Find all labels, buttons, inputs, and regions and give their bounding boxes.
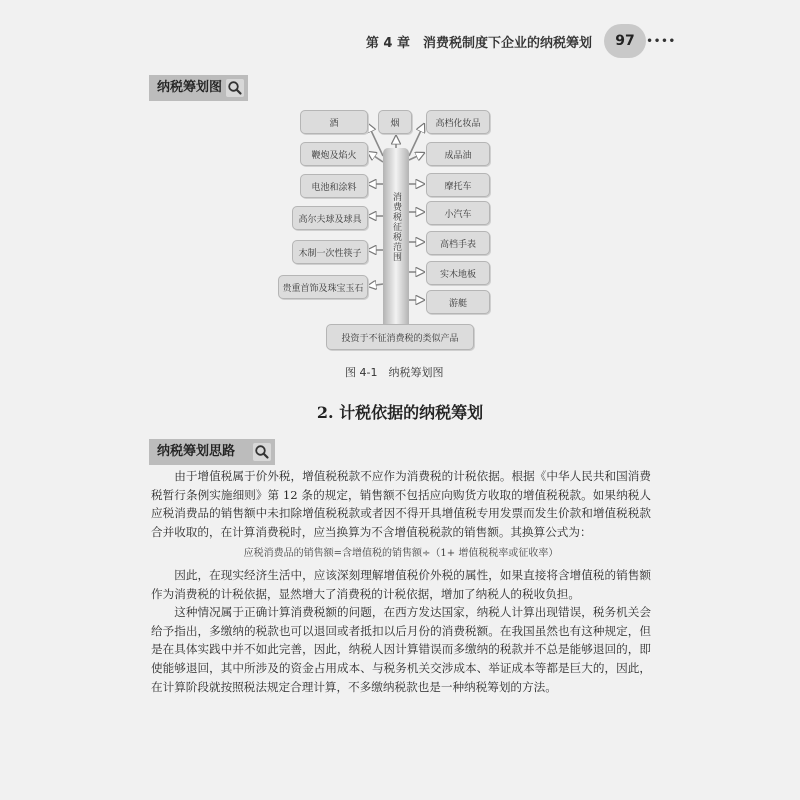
- item-watch: 高档手表: [426, 231, 490, 255]
- body-text: [151, 467, 651, 696]
- item-jewelry: 贵重首饰及珠宝玉石: [278, 275, 368, 299]
- approach-section-tab: [149, 439, 275, 465]
- figure-caption: 图 4-1 纳税筹划图: [345, 366, 444, 379]
- tax-scope-diagram: [274, 104, 510, 354]
- item-refined-oil: 成品油: [426, 142, 490, 166]
- item-golf: 高尔夫球及球具: [292, 206, 368, 230]
- diagram-tab-label: 纳税筹划图: [157, 80, 223, 95]
- formula: 应税消费品的销售额=含增值税的销售额÷（1+ 增值税税率或征收率）: [243, 548, 559, 560]
- magnifier-icon: [253, 443, 271, 461]
- approach-tab-label: 纳税筹划思路: [157, 444, 236, 459]
- item-car: 小汽车: [426, 201, 490, 225]
- diagram-section-tab: [149, 75, 248, 101]
- item-wood-floor: 实木地板: [426, 261, 490, 285]
- item-motorcycle: 摩托车: [426, 173, 490, 197]
- tax-scope-column: [383, 148, 409, 350]
- tax-scope-label: 消费税征税范围: [391, 192, 401, 262]
- item-yacht: 游艇: [426, 290, 490, 314]
- item-chopsticks: 木制一次性筷子: [292, 240, 368, 264]
- chapter-title: 第 4 章 消费税制度下企业的纳税筹划: [365, 36, 592, 51]
- page-dots: ••••: [646, 36, 676, 47]
- item-cosmetics: 高档化妆品: [426, 110, 490, 134]
- running-header: [365, 24, 676, 58]
- item-liquor: 酒: [300, 110, 368, 134]
- item-batteries-coatings: 电池和涂料: [300, 174, 368, 198]
- item-investment-alternative: 投资于不征消费税的类似产品: [326, 324, 474, 350]
- paragraph-3: 这种情况属于正确计算消费税额的问题，在西方发达国家，纳税人计算出现错误，税务机关会给予指出，多缴纳的税款也可以退回或者抵扣以后月份的消费税额。在我国虽然也有这种规定，但是在具体实践中并不如此完善，因此，纳税人因计算错误而多缴纳的税款并不总是能够退回的，即使能够退回，其中所涉及的资金占用成本、与税务机关交涉成本、举证成本等都是巨大的，因此，在计算阶段就按照税法规定合理计算，不多缴纳税款也是一种纳税筹划的方法。: [151, 605, 651, 694]
- magnifier-icon: [226, 79, 244, 97]
- paragraph-2: 因此，在现实经济生活中，应该深刻理解增值税价外税的属性，如果直接将含增值税的销售额作为消费税的计税依据，显然增大了消费税的计税依据，增加了纳税人的税收负担。: [151, 567, 651, 601]
- page-number: 97: [604, 24, 646, 58]
- item-fireworks: 鞭炮及焰火: [300, 142, 368, 166]
- item-tobacco: 烟: [378, 110, 412, 134]
- section-heading: 2. 计税依据的纳税筹划: [316, 403, 484, 422]
- paragraph-1: 由于增值税属于价外税，增值税税款不应作为消费税的计税依据。根据《中华人民共和国消费税暂行条例实施细则》第 12 条的规定，销售额不包括应向购货方收取的增值税税款。如果纳税人应税消费品的销售额中未扣除增值税税款或者因不得开具增值税专用发票而发生价款和增值税税款合并收取的，在计算消费税时，应当换算为不含增值税税款的销售额。其换算公式为：: [151, 469, 651, 539]
